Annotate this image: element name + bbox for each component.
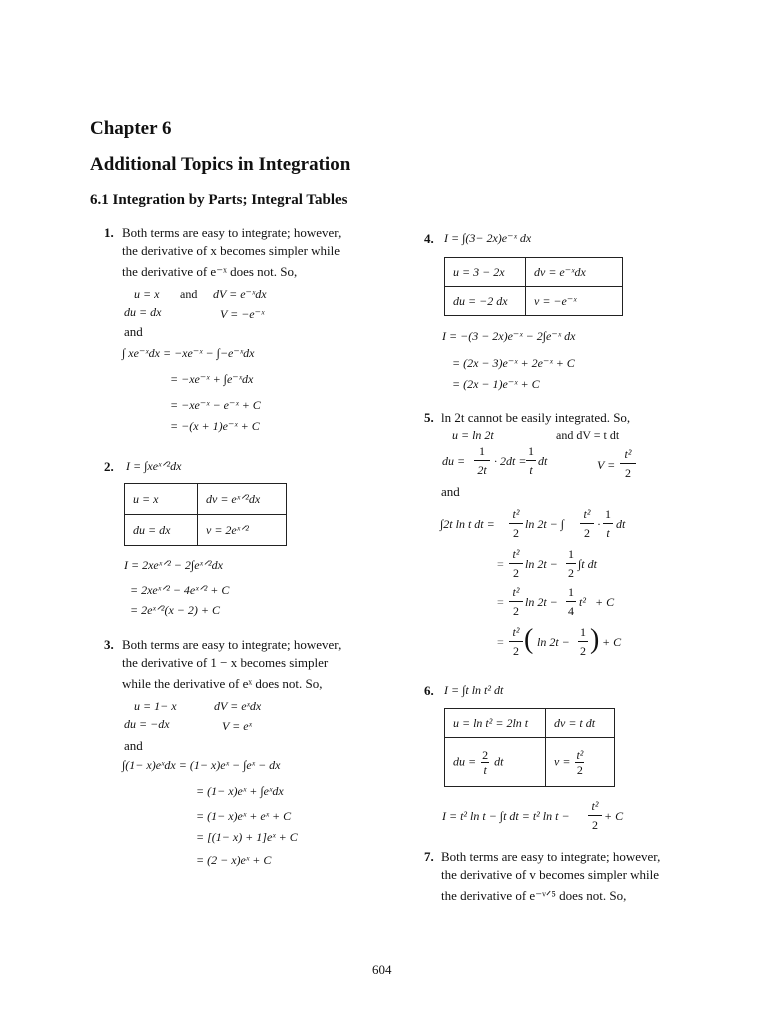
- problem-3-step-4: = [(1− x) + 1]eˣ + C: [196, 830, 298, 844]
- fraction-bar: [566, 601, 576, 602]
- problem-1-step-4: = −(x + 1)e⁻ˣ + C: [170, 419, 260, 433]
- problem-5-dv: and dV = t dt: [556, 428, 620, 442]
- problem-5-du-num: 1: [479, 444, 485, 458]
- fraction-bar: [509, 641, 523, 642]
- problem-5-step-2-mid: ln 2t −: [525, 557, 558, 571]
- frac-num: 1: [605, 507, 611, 521]
- problem-2-cell-dv: dv = eˣᐟ²dx: [198, 484, 287, 515]
- problem-2-number: 2.: [104, 459, 114, 474]
- problem-5-number: 5.: [424, 410, 434, 425]
- problem-3-v: V = eˣ: [222, 719, 252, 733]
- fraction-bar: [578, 641, 588, 642]
- problem-3-line-3: while the derivative of eˣ does not. So,: [122, 676, 323, 691]
- frac-den: 2: [580, 644, 586, 658]
- problem-4-cell-u: u = 3 − 2x: [445, 258, 526, 287]
- problem-3-step-2: = (1− x)eˣ + ∫eˣdx: [196, 784, 284, 798]
- problem-5-v-den: 2: [625, 466, 631, 480]
- problem-3-step-1: ∫(1− x)eˣdx = (1− x)eˣ − ∫eˣ − dx: [122, 758, 281, 772]
- problem-4-step-3: = (2x − 1)e⁻ˣ + C: [452, 377, 540, 391]
- equals-sign: =: [497, 595, 504, 609]
- problem-5-step-1-lhs: ∫2t ln t dt =: [440, 517, 495, 531]
- problem-4-number: 4.: [424, 231, 434, 246]
- fraction-bar: [588, 815, 602, 816]
- frac-num: t²: [512, 625, 520, 639]
- section-heading: 6.1 Integration by Parts; Integral Tables: [90, 192, 348, 208]
- open-paren: (: [524, 624, 534, 655]
- problem-5-step-1-mid: ln 2t − ∫: [525, 517, 565, 531]
- frac-den: 2: [513, 644, 519, 658]
- frac-den: 4: [568, 604, 574, 618]
- problem-4-step-2: = (2x − 3)e⁻ˣ + 2e⁻ˣ + C: [452, 356, 575, 370]
- fraction-bar: [526, 460, 536, 461]
- problem-1-line-2: the derivative of x becomes simpler while: [122, 243, 341, 258]
- problem-5-step-4-mid: ln 2t −: [537, 635, 570, 649]
- problem-5-du-den-2: t: [529, 463, 533, 477]
- problem-3-line-1: Both terms are easy to integrate; however,: [122, 637, 342, 652]
- problem-4-cell-v: v = −e⁻ˣ: [526, 287, 623, 316]
- fraction-bar: [566, 563, 576, 564]
- problem-3-and: and: [124, 738, 143, 753]
- problem-7-number: 7.: [424, 849, 434, 864]
- problem-2-cell-v: v = 2eˣᐟ²: [198, 515, 287, 546]
- problem-1-and: and: [180, 287, 198, 301]
- problem-2-parts-table: [124, 483, 287, 546]
- problem-5-du-num-2: 1: [528, 444, 534, 458]
- dot-operator: ·: [597, 517, 601, 531]
- fraction-bar: [509, 563, 523, 564]
- problem-6-du-dt: dt: [494, 753, 504, 768]
- problem-3-du: du = −dx: [124, 717, 170, 731]
- problem-5-step-3-mid: ln 2t −: [525, 595, 558, 609]
- frac-den: 2: [513, 604, 519, 618]
- problem-7-line-2: the derivative of v becomes simpler while: [441, 867, 660, 882]
- problem-5-du-end: dt: [538, 454, 548, 468]
- frac-num: t²: [512, 585, 520, 599]
- problem-5-step-3-end: + C: [595, 595, 615, 609]
- problem-2-step-3: = 2eˣᐟ²(x − 2) + C: [130, 603, 221, 617]
- problem-1-step-3: = −xe⁻ˣ − e⁻ˣ + C: [170, 398, 261, 412]
- equals-sign: =: [497, 635, 504, 649]
- problem-1-line-1: Both terms are easy to integrate; however,: [122, 225, 342, 240]
- equals-sign: =: [497, 557, 504, 571]
- chapter-title: Additional Topics in Integration: [90, 154, 351, 175]
- problem-6-number: 6.: [424, 683, 434, 698]
- problem-5-line-1: ln 2t cannot be easily integrated. So,: [441, 410, 631, 425]
- problem-4-parts-table: [444, 257, 623, 316]
- problem-6-du-fraction: [481, 748, 489, 777]
- problem-1-line-3: the derivative of e⁻ˣ does not. So,: [122, 264, 298, 279]
- problem-6-du-num: 2: [482, 747, 489, 762]
- problem-1-dv: dV = e⁻ˣdx: [213, 287, 267, 301]
- frac-den: 2: [513, 566, 519, 580]
- problem-6-step-1: I = t² ln t − ∫t dt = t² ln t −: [442, 809, 570, 823]
- problem-4-cell-dv: dv = e⁻ˣdx: [526, 258, 623, 287]
- problem-5-v-num: t²: [624, 447, 632, 461]
- problem-1-du: du = dx: [124, 305, 162, 319]
- problem-6-step-end: + C: [604, 809, 624, 823]
- problem-4-step-1: I = −(3 − 2x)e⁻ˣ − 2∫e⁻ˣ dx: [442, 329, 576, 343]
- problem-3-u: u = 1− x: [134, 699, 177, 713]
- problem-1-step-1: ∫ xe⁻ˣdx = −xe⁻ˣ − ∫−e⁻ˣdx: [122, 346, 255, 360]
- problem-7-line-1: Both terms are easy to integrate; however,: [441, 849, 661, 864]
- problem-7-line-3: the derivative of e⁻ᵛᐟ⁵ does not. So,: [441, 888, 627, 903]
- problem-1-step-2: = −xe⁻ˣ + ∫e⁻ˣdx: [170, 372, 254, 386]
- problem-2-step-1: I = 2xeˣᐟ² − 2∫eˣᐟ²dx: [124, 558, 223, 572]
- problem-5-step-4-end: + C: [602, 635, 622, 649]
- fraction-bar: [620, 463, 636, 464]
- problem-3-number: 3.: [104, 637, 114, 652]
- problem-1-v: V = −e⁻ˣ: [220, 307, 265, 321]
- problem-6-cell-dv: dv = t dt: [546, 709, 615, 738]
- problem-5-v-label: V =: [597, 458, 616, 472]
- problem-2-cell-du: du = dx: [125, 515, 198, 546]
- problem-6-v-den: 2: [576, 762, 583, 777]
- frac-den: t: [606, 526, 610, 540]
- frac-den: 2: [584, 526, 590, 540]
- problem-5-and: and: [441, 484, 460, 499]
- frac-num: 1: [568, 547, 574, 561]
- problem-5-step-2-end: ∫t dt: [578, 557, 597, 571]
- problem-5-du-mid: · 2dt =: [494, 454, 527, 468]
- problem-2-equation: I = ∫xeˣᐟ²dx: [126, 459, 182, 473]
- problem-6-cell-v: [546, 738, 615, 787]
- problem-3-dv: dV = eˣdx: [214, 699, 262, 713]
- problem-6-cell-du: [445, 738, 546, 787]
- problem-6-equation: I = ∫t ln t² dt: [444, 683, 504, 697]
- frac-num: 1: [580, 625, 586, 639]
- close-paren: ): [590, 624, 600, 655]
- problem-2-cell-u: u = x: [125, 484, 198, 515]
- problem-5-step-3-t2: t²: [579, 595, 586, 609]
- problem-5-du-den: 2t: [477, 463, 487, 477]
- problem-1-and-2: and: [124, 324, 143, 339]
- problem-5-du-label: du =: [442, 454, 466, 468]
- problem-5-u: u = ln 2t: [452, 428, 494, 442]
- frac-num: t²: [512, 547, 520, 561]
- problem-3-step-3: = (1− x)eˣ + eˣ + C: [196, 809, 292, 823]
- fraction-bar: [603, 523, 613, 524]
- problem-6-step-den: 2: [592, 818, 598, 832]
- problem-1-number: 1.: [104, 225, 114, 240]
- frac-num: t²: [583, 507, 591, 521]
- fraction-bar: [509, 601, 523, 602]
- problem-3-step-5: = (2 − x)eˣ + C: [196, 853, 272, 867]
- frac-num: 1: [568, 585, 574, 599]
- chapter-heading: Chapter 6: [90, 118, 172, 139]
- problem-6-step-num: t²: [591, 799, 599, 813]
- problem-6-du-den: t: [483, 762, 487, 777]
- problem-2-step-2: = 2xeˣᐟ² − 4eˣᐟ² + C: [130, 583, 230, 597]
- frac-num: t²: [512, 507, 520, 521]
- problem-4-cell-du: du = −2 dx: [445, 287, 526, 316]
- problem-6-parts-table: [444, 708, 615, 787]
- problem-6-v-fraction: [575, 748, 584, 777]
- problem-5-step-1-end: dt: [616, 517, 626, 531]
- problem-6-cell-u: u = ln t² = 2ln t: [445, 709, 546, 738]
- problem-1-u: u = x: [134, 287, 160, 301]
- frac-den: 2: [568, 566, 574, 580]
- fraction-bar: [474, 460, 490, 461]
- problem-6-v-num: t²: [576, 747, 584, 762]
- page-number: 604: [372, 962, 392, 977]
- fraction-bar: [509, 523, 523, 524]
- problem-4-equation: I = ∫(3− 2x)e⁻ˣ dx: [444, 231, 532, 245]
- problem-6-du-label: du =: [453, 753, 477, 768]
- problem-6-v-label: v =: [554, 753, 571, 768]
- frac-den: 2: [513, 526, 519, 540]
- fraction-bar: [580, 523, 594, 524]
- problem-3-line-2: the derivative of 1 − x becomes simpler: [122, 655, 329, 670]
